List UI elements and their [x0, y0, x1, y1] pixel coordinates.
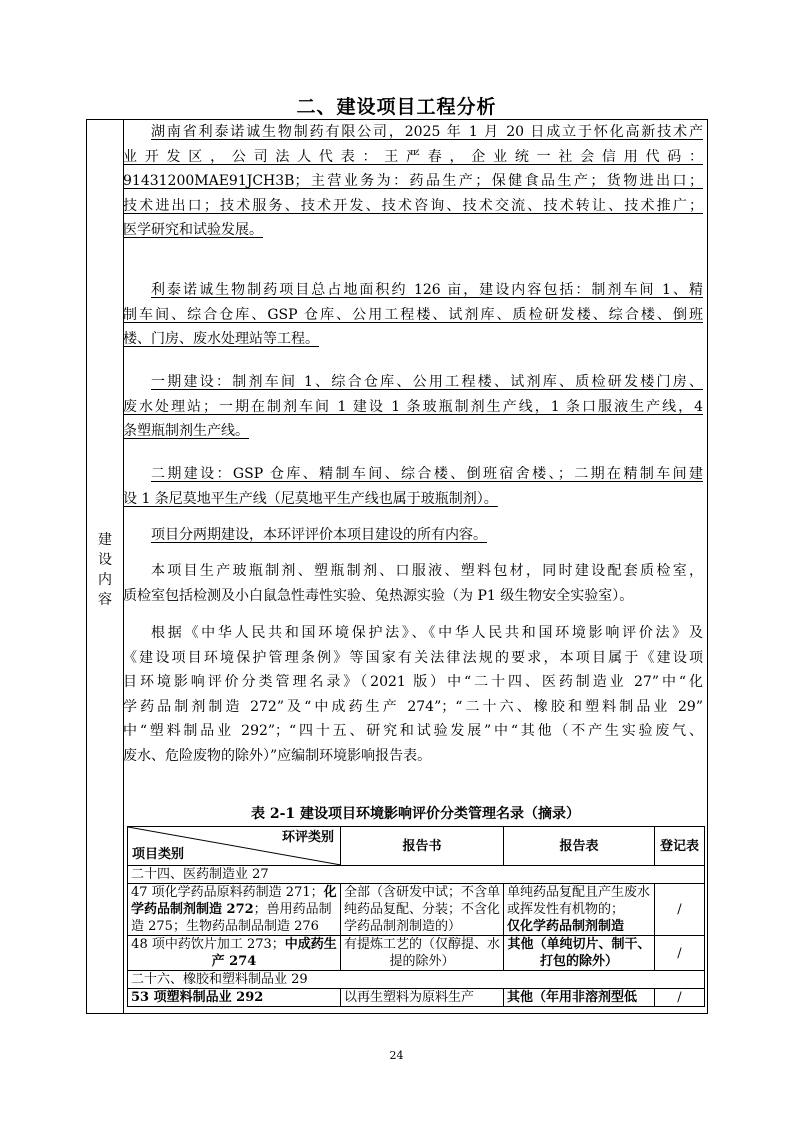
text-line: 利泰诺诚生物制药项目总占地面积约 126 亩，建设内容包括：制剂车间 1、精 — [151, 282, 703, 298]
classification-table — [127, 826, 705, 1007]
row-47-report: 全部（含研发中试；不含单纯药品复配、分装；不含化学药品制剂制造的） — [341, 884, 504, 936]
text-line: 设 1 条尼莫地平生产线（尼莫地平生产线也属于玻瓶制剂）。 — [123, 490, 498, 507]
table-header-row — [128, 827, 705, 866]
text-line: 条塑瓶制剂生产线。 — [123, 423, 249, 439]
row-47-text-a: 47 项化学药品原料药制造 271； — [131, 885, 324, 900]
row-47-form-b: 仅化学药品制剂制造 — [507, 919, 625, 934]
paragraph-project-scope — [123, 278, 703, 360]
section-pharma: 二十四、医药制造业 27 — [128, 866, 705, 884]
paragraph-scope-note — [123, 523, 703, 556]
text-line: 91431200MAE91JCH3B；主营业务为：药品生产；保健食品生产；货物进出口； — [123, 173, 703, 189]
header-eia-category: 环评类别 — [281, 830, 334, 845]
side-label-column — [87, 120, 124, 1013]
row-53-form: 其他（年用非溶剂型低 — [504, 989, 655, 1007]
text-line: 废水处理站；一期在制剂车间 1 建设 1 条玻瓶制剂生产线，1 条口服液生产线，4 — [123, 398, 703, 415]
text-line: 本项目生产玻瓶制剂、塑瓶制剂、口服液、塑料包材，同时建设配套质检室， — [151, 563, 703, 579]
row-48-report: 有提炼工艺的（仅醇提、水提的除外） — [341, 936, 504, 971]
text-line: 根据《中华人民共和国环境保护法》、《中华人民共和国环境影响评价法》及 — [151, 625, 703, 641]
row-47-form — [504, 884, 655, 936]
text-line: 一期建设：制剂车间 1、综合仓库、公用工程楼、试剂库、质检研发楼门房、 — [151, 374, 703, 390]
row-48-category — [128, 936, 341, 971]
row-48-register: / — [655, 936, 705, 971]
row-53-category: 53 项塑料制品业 292 — [128, 989, 341, 1007]
text-line: 《建设项目环境保护管理条例》等国家有关法律法规的要求，本项目属于《建设项 — [123, 649, 703, 666]
text-line: 质检室包括检测及小白鼠急性毒性实验、兔热源实验（为 P1 级生物安全实验室）。 — [123, 587, 634, 604]
table-row — [128, 989, 705, 1007]
paragraph-phase-one — [123, 370, 703, 452]
side-label: 建设内容 — [98, 532, 112, 608]
paragraph-products — [123, 559, 703, 608]
table-row — [128, 936, 705, 971]
text-line: 医学研究和试验发展。 — [123, 222, 263, 238]
table-section-row — [128, 971, 705, 989]
header-register-form: 登记表 — [655, 827, 705, 866]
row-47-form-a: 单纯药品复配且产生废水或挥发性有机物的； — [507, 885, 651, 917]
paragraph-phase-two — [123, 462, 703, 520]
table-section-row — [128, 866, 705, 884]
header-report-form: 报告表 — [504, 827, 655, 866]
row-48-text-b: 中成药生产 274 — [211, 937, 337, 969]
text-line: 中“塑料制品业 292”；“四十五、研究和试验发展”中“其他（不产生实验废气、 — [123, 723, 703, 739]
table-row — [128, 884, 705, 936]
paragraph-regulation — [123, 621, 703, 768]
text-line: 业开发区，公司法人代表：王严春，企业统一社会信用代码： — [123, 148, 703, 165]
page-number: 24 — [389, 1049, 404, 1062]
row-53-register: / — [655, 989, 705, 1007]
text-line: 技术进出口；技术服务、技术开发、技术咨询、技术交流、技术转让、技术推广； — [123, 197, 703, 214]
section-rubber-plastics: 二十六、橡胶和塑料制品业 29 — [128, 971, 705, 989]
row-47-text-c: ；兽用药品制造 275；生物药品制品制造 276 — [131, 902, 332, 934]
section-heading: 二、建设项目工程分析 — [296, 96, 497, 118]
row-47-text-b: 化学药品制剂制造 272 — [131, 885, 337, 917]
text-line: 废水、危险废物的除外）”应编制环境影响报告表。 — [123, 747, 432, 764]
row-48-form: 其他（单纯切片、制干、打包的除外） — [504, 936, 655, 971]
row-47-category — [128, 884, 341, 936]
diagonal-header-cell — [128, 827, 341, 866]
text-line: 二期建设：GSP 仓库、精制车间、综合楼、倒班宿舍楼、；二期在精制车间建 — [151, 466, 703, 482]
row-47-register: / — [655, 884, 705, 936]
text-line: 目环境影响评价分类管理名录》（2021 版）中“二十四、医药制造业 27”中“化 — [123, 674, 703, 690]
text-line: 楼、门房、废水处理站等工程。 — [123, 331, 319, 347]
text-line: 项目分两期建设，本环评评价本项目建设的所有内容。 — [151, 527, 487, 543]
row-53-report: 以再生塑料为原料生产 — [341, 989, 504, 1007]
text-line: 学药品制剂制造 272”及“中成药生产 274”；“二十六、橡胶和塑料制品业 29” — [123, 698, 703, 715]
row-48-text-a: 48 项中药饮片加工 273； — [131, 937, 285, 952]
header-project-category: 项目类别 — [132, 847, 185, 862]
text-line: 制车间、综合仓库、GSP 仓库、公用工程楼、试剂库、质检研发楼、综合楼、倒班 — [123, 306, 703, 323]
table-caption: 表 2-1 建设项目环境影响评价分类管理名录（摘录） — [250, 806, 581, 822]
project-analysis-table — [86, 119, 708, 1014]
header-report: 报告书 — [341, 827, 504, 866]
text-line: 湖南省利泰诺诚生物制药有限公司，2025 年 1 月 20 日成立于怀化高新技术产 — [151, 124, 703, 140]
paragraph-company — [123, 120, 703, 251]
